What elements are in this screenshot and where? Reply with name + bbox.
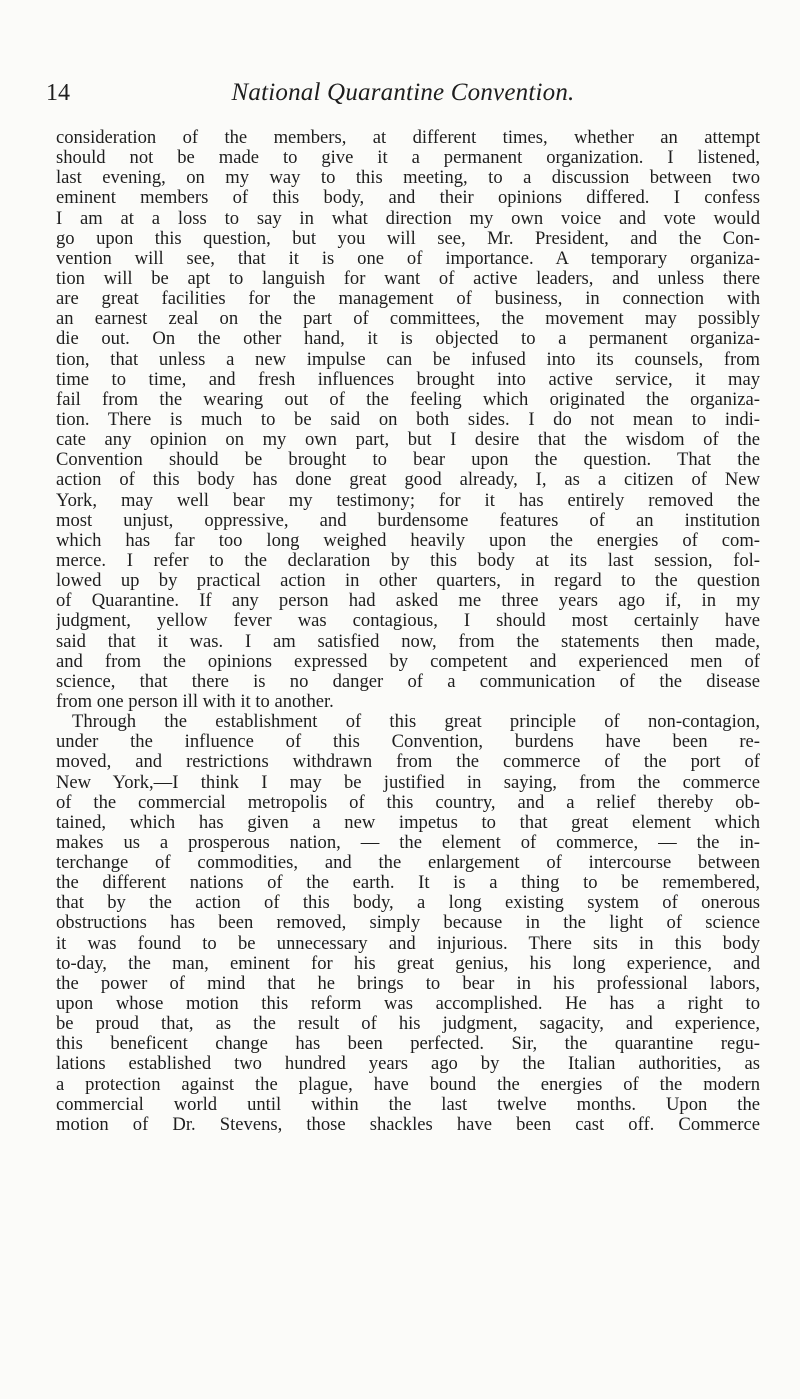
text-line: consideration of the members, at different times, whether an attempt	[56, 128, 760, 148]
text-line: lations established two hundred years ago by the Italian authorities, as	[56, 1054, 760, 1075]
text-line: most unjust, oppressive, and burdensome features of an institution	[56, 510, 760, 531]
text-line: vention will see, that it is one of importance. A temporary organiza-	[56, 248, 760, 269]
text-line: said that it was. I am satisfied now, from the statements then made,	[56, 631, 760, 652]
text-line: to-day, the man, eminent for his great genius, his long experience, and	[56, 953, 760, 974]
text-line: an earnest zeal on the part of committees, the movement may possibly	[56, 309, 760, 330]
text-line: and from the opinions expressed by competent and experienced men of	[56, 651, 760, 672]
text-line: be proud that, as the result of his judgment, sagacity, and experience,	[56, 1014, 760, 1035]
text-line: of the commercial metropolis of this country, and a relief thereby ob-	[56, 792, 760, 813]
text-line: it was found to be unnecessary and injurious. There sits in this body	[56, 933, 760, 954]
text-line: lowed up by practical action in other quarters, in regard to the question	[56, 571, 760, 592]
text-line: tion. There is much to be said on both sides. I do not mean to indi-	[56, 409, 760, 430]
text-line: upon whose motion this reform was accomplished. He has a right to	[56, 994, 760, 1015]
text-line: time to time, and fresh influences brought into active service, it may	[56, 369, 760, 390]
text-line: makes us a prosperous nation, — the element of commerce, — the in-	[56, 832, 760, 853]
page-number: 14	[46, 80, 70, 106]
text-line: a protection against the plague, have bound the energies of the modern	[56, 1074, 760, 1095]
text-line: merce. I refer to the declaration by this body at its last session, fol-	[56, 550, 760, 571]
text-line: the different nations of the earth. It is a thing to be remembered,	[56, 873, 760, 894]
text-line: this beneficent change has been perfected. Sir, the quarantine regu-	[56, 1034, 760, 1055]
text-line: New York,—I think I may be justified in saying, from the commerce	[56, 772, 760, 793]
text-line: of Quarantine. If any person had asked me three years ago if, in my	[56, 591, 760, 612]
text-line: terchange of commodities, and the enlargement of intercourse between	[56, 853, 760, 874]
text-line: which has far too long weighed heavily upon the energies of com-	[56, 530, 760, 551]
text-line: the power of mind that he brings to bear in his professional labors,	[56, 973, 760, 994]
text-line: tained, which has given a new impetus to that great element which	[56, 812, 760, 833]
text-line: action of this body has done great good already, I, as a citizen of New	[56, 470, 760, 491]
text-line: commercial world until within the last twelve months. Upon the	[56, 1094, 760, 1115]
running-title: National Quarantine Convention.	[231, 79, 575, 106]
text-line: cate any opinion on my own part, but I desire that the wisdom of the	[56, 430, 760, 451]
text-line: are great facilities for the management of business, in connection with	[56, 289, 760, 310]
text-line: tion will be apt to languish for want of active leaders, and unless there	[56, 268, 760, 289]
text-line: moved, and restrictions withdrawn from the commerce of the port of	[56, 752, 760, 773]
text-line: judgment, yellow fever was contagious, I should most certainly have	[56, 611, 760, 632]
text-line: tion, that unless a new impulse can be infused into its counsels, from	[56, 349, 760, 370]
text-line: Through the establishment of this great principle of non-contagion,	[72, 712, 760, 733]
text-line: motion of Dr. Stevens, those shackles have been cast off. Commerce	[56, 1114, 760, 1135]
text-line: under the influence of this Convention, burdens have been re-	[56, 732, 760, 753]
text-line: I am at a loss to say in what direction my own voice and vote would	[56, 208, 760, 229]
text-line: that by the action of this body, a long existing system of onerous	[56, 893, 760, 914]
text-line: York, may well bear my testimony; for it has entirely removed the	[56, 490, 760, 511]
body-text	[56, 128, 760, 1135]
text-line: from one person ill with it to another.	[56, 691, 334, 712]
text-line: fail from the wearing out of the feeling which originated the organiza-	[56, 389, 760, 410]
text-line: Convention should be brought to bear upon the question. That the	[56, 450, 760, 471]
text-line: last evening, on my way to this meeting, to a discussion between two	[56, 168, 760, 189]
text-line: die out. On the other hand, it is objected to a permanent organiza-	[56, 329, 760, 350]
text-line: go upon this question, but you will see, Mr. President, and the Con-	[56, 228, 760, 249]
text-line: science, that there is no danger of a communication of the disease	[56, 671, 760, 692]
text-line: should not be made to give it a permanent organization. I listened,	[56, 148, 760, 169]
text-line: eminent members of this body, and their opinions differed. I confess	[56, 188, 760, 209]
text-line: obstructions has been removed, simply because in the light of science	[56, 913, 760, 934]
running-header	[46, 78, 760, 118]
